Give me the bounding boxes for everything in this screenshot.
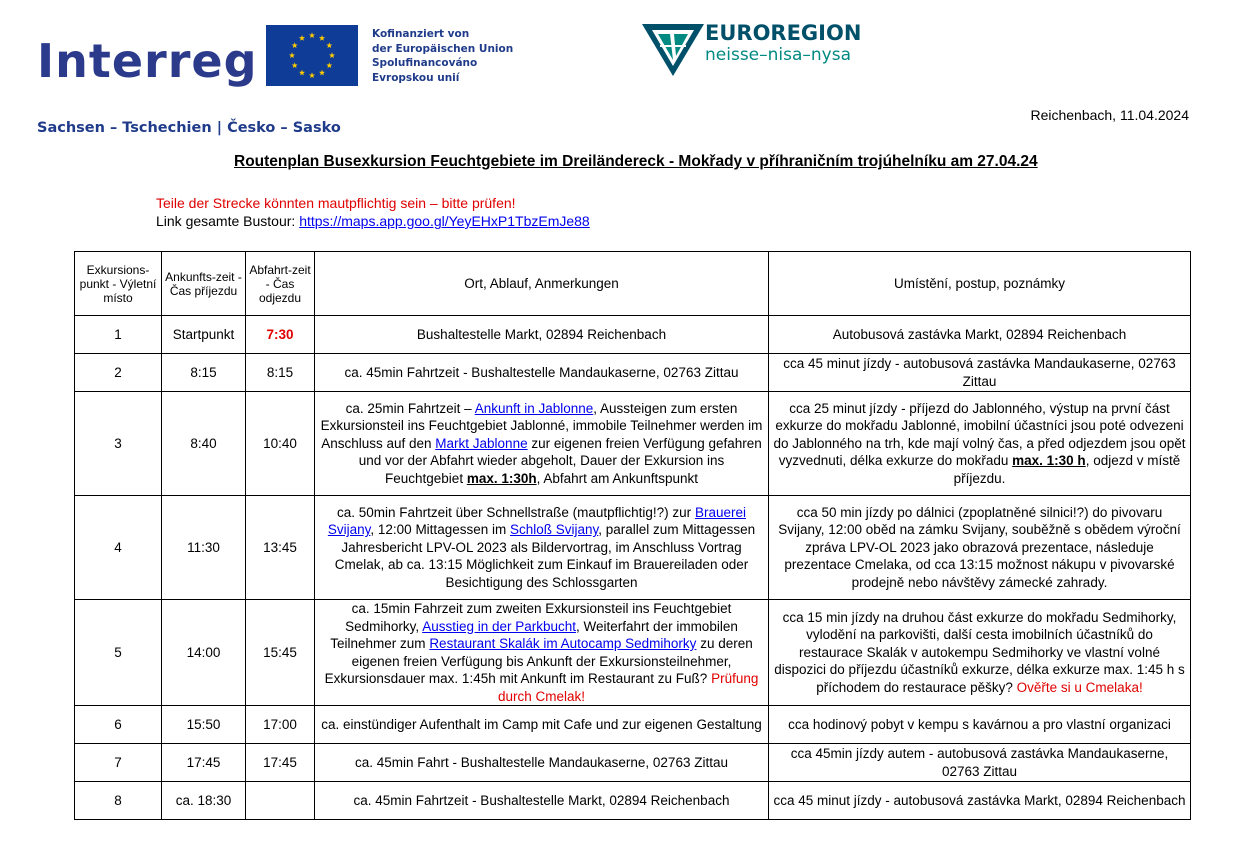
eu-cofinanced-text <box>372 27 513 85</box>
cell-arrival: 8:15 <box>162 354 246 392</box>
cell-arrival: 14:00 <box>162 600 246 706</box>
cell-cz <box>769 496 1191 600</box>
duration-highlight: max. 1:30h <box>466 470 537 486</box>
interreg-subtitle: Sachsen – Tschechien | Česko – Sasko <box>37 120 341 136</box>
header-logos <box>0 0 1246 136</box>
cell-arrival: 8:40 <box>162 392 246 496</box>
link-schloss-svijany[interactable]: Schloß Svijany <box>509 522 599 538</box>
document-title: Routenplan Busexkursion Feuchtgebiete im Dreiländereck - Mokřady v příhraničním trojúhelníku am 27.04.24 <box>234 153 1038 170</box>
link-ausstieg-parkbucht[interactable]: Ausstieg in der Parkbucht <box>422 618 577 634</box>
cell-departure: 17:45 <box>246 744 315 782</box>
cell-cz <box>769 392 1191 496</box>
cell-de <box>315 744 769 782</box>
cell-point: 3 <box>75 392 162 496</box>
text: Bushaltestelle Markt, 02894 Reichenbach <box>416 326 667 342</box>
text: cca 45 minut jízdy - autobusová zastávka Mandaukaserne, 02763 Zittau <box>783 356 1176 389</box>
euroregion-subtitle: neisse–nisa–nysa <box>705 45 852 65</box>
text: ca. 45min Fahrt - Bushaltestelle Mandaukaserne, 02763 Zittau <box>355 754 728 770</box>
eu-text-line: Spolufinancováno <box>372 57 478 69</box>
cell-de <box>315 782 769 820</box>
duration-highlight: max. 1:30 h <box>1012 453 1086 469</box>
cell-cz <box>769 706 1191 744</box>
cell-departure: 8:15 <box>246 354 315 392</box>
table-row <box>75 782 1191 820</box>
cell-arrival: 15:50 <box>162 706 246 744</box>
cell-departure: 10:40 <box>246 392 315 496</box>
table-row <box>75 706 1191 744</box>
cell-departure: 17:00 <box>246 706 315 744</box>
eu-flag-icon <box>266 25 358 86</box>
text: cca 25 minut jízdy - příjezd do Jablonného, výstup na první část exkurze do mokřadu Jablonné, imobilní účastníci jsou poté odvezeni do Jablonného na trh, kde mají volný čas, a před odjezdem jsou opět vyzvednuti, délka exkurze do mokřadu <box>773 400 1186 469</box>
check-note: Ověřte si u Cmelaka! <box>1016 679 1143 695</box>
cell-arrival: 11:30 <box>162 496 246 600</box>
check-note: Prüfung durch Cmelak! <box>497 671 759 704</box>
cell-cz <box>769 782 1191 820</box>
header-point: Exkursions-punkt - Výletní místo <box>75 252 162 316</box>
text: cca hodinový pobyt v kempu s kavárnou a pro vlastní organizaci <box>788 716 1171 732</box>
euroregion-name: EUROREGION <box>705 21 862 45</box>
eu-text-line: der Europäischen Union <box>372 42 514 55</box>
cell-arrival: 17:45 <box>162 744 246 782</box>
interreg-logo: Interreg <box>37 34 258 88</box>
link-label: Link gesamte Bustour: <box>156 213 300 229</box>
cell-arrival: ca. 18:30 <box>162 782 246 820</box>
cell-departure: 7:30 <box>246 316 315 354</box>
text: zu deren eigenen freien Verfügung bis Ankunft der Exkursionsteilnehmer, Exkursionsdauer max. 1:45h mit Ankunft im Restaurant zu Fuß? <box>324 636 753 686</box>
text: , parallel zum Mittagessen Jahresbericht LPV-OL 2023 als Bildervortrag, im Anschluss Vortrag Cmelak, ab ca. 13:15 Möglichkeit zum Einkauf im Brauereiladen oder Besichtigung des Schlossgarten <box>334 522 756 590</box>
cell-de <box>315 706 769 744</box>
cell-departure: 15:45 <box>246 600 315 706</box>
link-ankunft-jablonne[interactable]: Ankunft in Jablonne <box>474 400 594 416</box>
table-row <box>75 496 1191 600</box>
header-departure: Abfahrt-zeit - Čas odjezdu <box>246 252 315 316</box>
eu-text-line: Kofinanziert von <box>372 28 470 40</box>
cell-arrival: Startpunkt <box>162 316 246 354</box>
cell-point: 5 <box>75 600 162 706</box>
cell-point: 4 <box>75 496 162 600</box>
table-row <box>75 600 1191 706</box>
text: cca 50 min jízdy po dálnici (zpoplatněné silnici!?) do pivovaru Svijany, 12:00 oběd na zámku Svijany, souběžně s obědem výroční zpráva LPV-OL 2023 jako obrazová prezentace, následuje prezentace Cmelaka, od cca 13:15 možnost nákupu v pivovarské prodejně nebo návštěvy zámecké zahrady. <box>778 504 1181 590</box>
cell-departure: 13:45 <box>246 496 315 600</box>
toll-warning: Teile der Strecke könnten mautpflichtig sein – bitte prüfen! <box>156 195 516 211</box>
date-line: Reichenbach, 11.04.2024 <box>1030 107 1189 123</box>
link-brauerei-svijany[interactable]: Brauerei Svijany <box>327 504 746 538</box>
cell-point: 8 <box>75 782 162 820</box>
table-row <box>75 354 1191 392</box>
text: , 12:00 Mittagessen im <box>370 522 510 538</box>
route-table <box>74 251 1191 820</box>
text: ca. 45min Fahrtzeit - Bushaltestelle Markt, 02894 Reichenbach <box>353 792 730 808</box>
text: , Weiterfahrt der immobilen Teilnehmer zum <box>330 618 738 651</box>
text: zur eigenen freien Verfügung gefahren und vor der Abfahrt wieder abgeholt, Dauer der Exkursion ins Feuchtgebiet <box>358 435 762 486</box>
cell-cz <box>769 744 1191 782</box>
cell-cz <box>769 354 1191 392</box>
eu-text-line: Evropskou unií <box>372 71 460 84</box>
text: ca. einstündiger Aufenthalt im Camp mit Cafe und zur eigenen Gestaltung <box>321 716 762 732</box>
cell-point: 1 <box>75 316 162 354</box>
cell-de <box>315 496 769 600</box>
cell-cz <box>769 600 1191 706</box>
cell-cz <box>769 316 1191 354</box>
text: , Abfahrt am Ankunftspunkt <box>536 470 698 486</box>
table-row <box>75 744 1191 782</box>
header-de: Ort, Ablauf, Anmerkungen <box>315 252 769 316</box>
text: Autobusová zastávka Markt, 02894 Reichenbach <box>832 326 1127 342</box>
link-markt-jablonne[interactable]: Markt Jablonne <box>435 435 528 451</box>
table-row <box>75 316 1191 354</box>
cell-de <box>315 392 769 496</box>
text: , odjezd v místě příjezdu. <box>953 453 1181 486</box>
text: cca 45 minut jízdy - autobusová zastávka Markt, 02894 Reichenbach <box>773 792 1186 808</box>
text: ca. 45min Fahrtzeit - Bushaltestelle Mandaukaserne, 02763 Zittau <box>344 364 739 380</box>
cell-departure <box>246 782 315 820</box>
header-cz: Umístění, postup, poznámky <box>769 252 1191 316</box>
euroregion-logo-icon <box>640 20 706 78</box>
text: , Aussteigen zum ersten Exkursionsteil ins Feuchtgebiet Jablonné, immobile Teilnehmer werden im Anschluss auf den <box>320 400 763 451</box>
text: ca. 15min Fahrzeit zum zweiten Exkursionsteil ins Feuchtgebiet Sedmihorky, <box>345 601 732 634</box>
text: cca 15 min jízdy na druhou část exkurze do mokřadu Sedmihorky, vylodění na parkovišti, další cesta imobilních účastníků do restaurace Skalák v autokempu Sedmihorky ve vlastní volné dispozici do příjezdu účastníků exkurze, délka exkurze max. 1:45 h s příchodem do restaurace pěšky? <box>774 609 1185 695</box>
cell-point: 2 <box>75 354 162 392</box>
cell-de <box>315 600 769 706</box>
table-header-row <box>75 252 1191 316</box>
text: ca. 25min Fahrtzeit – <box>345 400 475 416</box>
table-row <box>75 392 1191 496</box>
cell-point: 6 <box>75 706 162 744</box>
text: cca 45min jízdy autem - autobusová zastávka Mandaukaserne, 02763 Zittau <box>790 746 1169 779</box>
cell-point: 7 <box>75 744 162 782</box>
bus-tour-link-line <box>156 213 590 229</box>
cell-de <box>315 316 769 354</box>
header-arrival: Ankunfts-zeit - Čas příjezdu <box>162 252 246 316</box>
bus-tour-link[interactable]: https://maps.app.goo.gl/YeyEHxP1TbzEmJe88 <box>299 213 590 229</box>
link-restaurant-skalak[interactable]: Restaurant Skalák im Autocamp Sedmihorky <box>429 636 697 651</box>
cell-de <box>315 354 769 392</box>
text: ca. 50min Fahrtzeit über Schnellstraße (mautpflichtig!?) zur <box>337 504 695 520</box>
